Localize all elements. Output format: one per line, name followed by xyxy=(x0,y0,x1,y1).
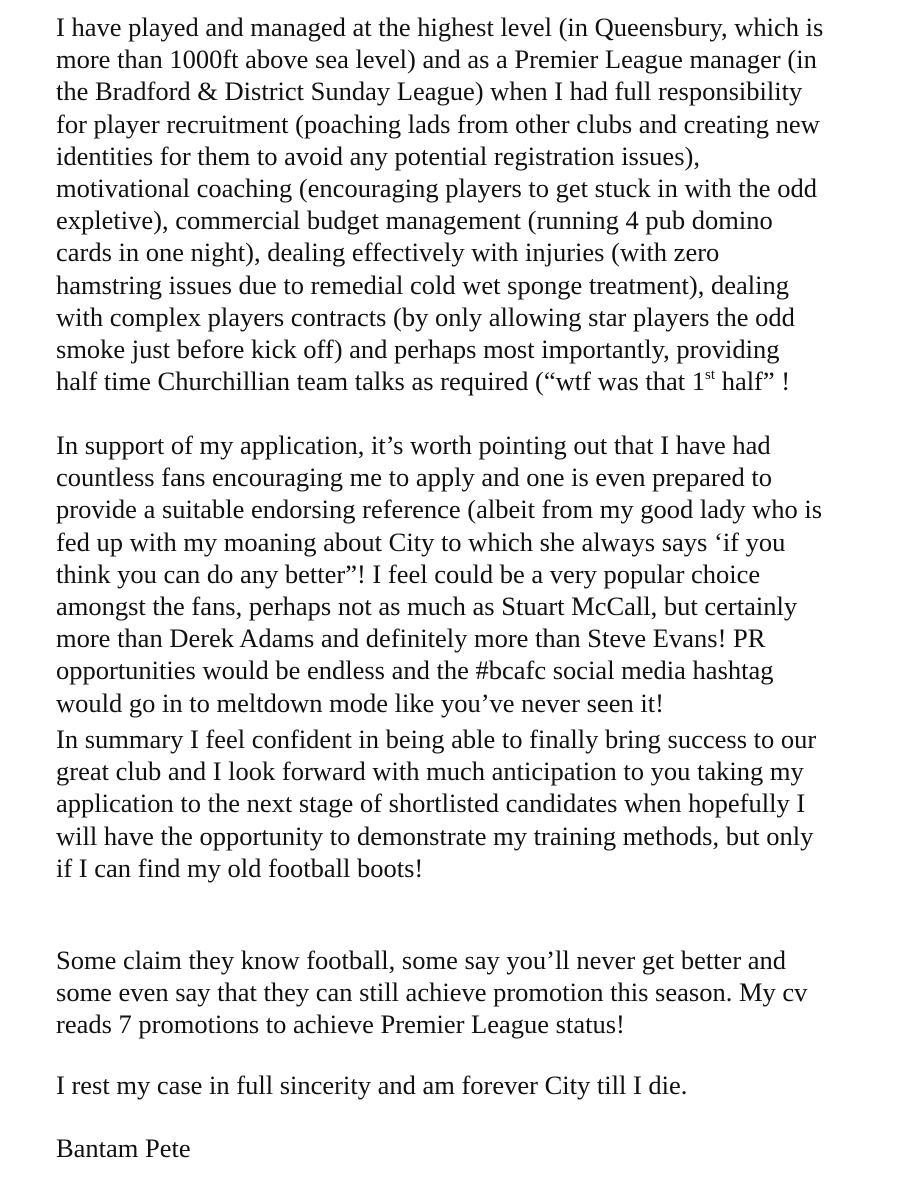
paragraph-experience xyxy=(56,11,823,397)
text-line: Some claim they know football, some say you’ll never get better and xyxy=(56,945,787,975)
text-line: with complex players contracts (by only allowing star players the odd xyxy=(56,301,795,332)
text-line: would go in to meltdown mode like you’ve never seen it! xyxy=(56,687,664,718)
text-line: if I can find my old football boots! xyxy=(56,852,424,883)
text-line: great club and I look forward with much anticipation to you taking my xyxy=(56,756,804,787)
text-line: hamstring issues due to remedial cold wet sponge treatment), dealing xyxy=(56,269,789,300)
text-line: for player recruitment (poaching lads from other clubs and creating new xyxy=(56,108,820,139)
text-line: more than Derek Adams and definitely more than Steve Evans! PR xyxy=(56,623,766,654)
text-line: will have the opportunity to demonstrate my training methods, but only xyxy=(56,820,814,851)
text-line: fed up with my moaning about City to which she always says ‘if you xyxy=(56,526,786,557)
text-line: identities for them to avoid any potential registration issues), xyxy=(56,140,700,171)
text-line: cards in one night), dealing effectively with injuries (with zero xyxy=(56,237,720,268)
signature xyxy=(56,1132,191,1164)
text-line: the Bradford & District Sunday League) when I had full responsibility xyxy=(56,76,803,107)
paragraph-closing xyxy=(56,1069,687,1101)
text-line: provide a suitable endorsing reference (albeit from my good lady who is xyxy=(56,494,823,525)
text-line: some even say that they can still achieve promotion this season. My cv xyxy=(56,977,808,1008)
text-line: In support of my application, it’s worth pointing out that I have had xyxy=(56,430,771,460)
text-line: In summary I feel confident in being able to finally bring success to our xyxy=(56,724,817,754)
paragraph-support xyxy=(56,429,822,719)
paragraph-claims xyxy=(56,944,807,1041)
text-fragment: half time Churchillian team talks as required (“wtf was that 1 xyxy=(56,366,706,397)
text-line: I have played and managed at the highest level (in Queensbury, which is xyxy=(56,12,824,42)
text-line: think you can do any better”! I feel could be a very popular choice xyxy=(56,558,761,589)
text-line: I rest my case in full sincerity and am forever City till I die. xyxy=(56,1070,688,1100)
text-line: more than 1000ft above sea level) and as a Premier League manager (in xyxy=(56,44,817,75)
text-line: motivational coaching (encouraging players to get stuck in with the odd xyxy=(56,173,817,204)
text-line: reads 7 promotions to achieve Premier League status! xyxy=(56,1009,625,1040)
text-line: amongst the fans, perhaps not as much as Stuart McCall, but certainly xyxy=(56,591,798,622)
text-line: application to the next stage of shortlisted candidates when hopefully I xyxy=(56,788,806,819)
text-fragment: half” ! xyxy=(715,366,791,397)
text-line: expletive), commercial budget management (running 4 pub domino xyxy=(56,205,773,236)
paragraph-summary xyxy=(56,723,816,884)
ordinal-superscript: st xyxy=(705,367,716,384)
text-line: smoke just before kick off) and perhaps most importantly, providing xyxy=(56,334,780,365)
text-line: countless fans encouraging me to apply and one is even prepared to xyxy=(56,462,773,493)
text-line: opportunities would be endless and the #bcafc social media hashtag xyxy=(56,655,774,686)
text-line-with-superscript xyxy=(56,365,823,397)
signature-name: Bantam Pete xyxy=(56,1133,191,1163)
